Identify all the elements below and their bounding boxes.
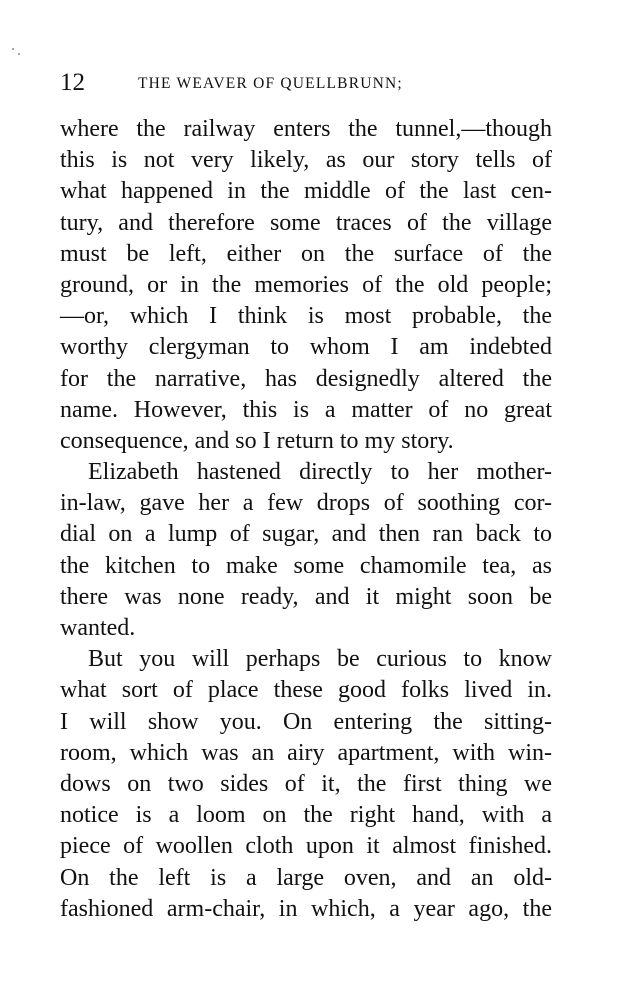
- text-line: there was none ready, and it might soon be: [60, 583, 552, 610]
- page-header: [60, 68, 560, 100]
- page-speck: [18, 53, 20, 55]
- text-line: piece of woollen cloth upon it almost finished.: [60, 833, 552, 860]
- text-line: what happened in the middle of the last cen-: [60, 178, 552, 205]
- text-line: for the narrative, has designedly altered the: [60, 365, 552, 392]
- text-line: where the railway enters the tunnel,—though: [60, 116, 552, 142]
- text-line: what sort of place these good folks lived in.: [60, 677, 552, 704]
- text-line: name. However, this is a matter of no great: [60, 396, 552, 423]
- text-line: On the left is a large oven, and an old-: [60, 864, 552, 891]
- text-line: fashioned arm-chair, in which, a year ago, the: [60, 895, 552, 922]
- text-line: this is not very likely, as our story tells of: [60, 147, 552, 174]
- body-text: [60, 114, 552, 925]
- text-line: dows on two sides of it, the first thing we: [60, 770, 552, 797]
- text-line: But you will perhaps be curious to know: [88, 646, 552, 673]
- text-line: the kitchen to make some chamomile tea, as: [60, 552, 552, 579]
- text-line: in-law, gave her a few drops of soothing cor-: [60, 490, 552, 517]
- text-line: I will show you. On entering the sitting-: [60, 708, 552, 735]
- text-line: wanted.: [60, 615, 136, 641]
- text-line: —or, which I think is most probable, the: [60, 303, 552, 330]
- running-title: THE WEAVER OF QUELLBRUNN;: [138, 75, 403, 92]
- text-line: must be left, either on the surface of the: [60, 240, 552, 267]
- text-line: tury, and therefore some traces of the village: [60, 209, 552, 236]
- text-line: ground, or in the memories of the old people;: [60, 271, 552, 298]
- text-line: Elizabeth hastened directly to her mother-: [88, 459, 552, 486]
- text-line: room, which was an airy apartment, with win-: [60, 739, 552, 766]
- page-speck: [12, 48, 14, 50]
- text-line: dial on a lump of sugar, and then ran back to: [60, 521, 552, 548]
- page-number: 12: [60, 69, 85, 96]
- text-line: notice is a loom on the right hand, with a: [60, 802, 552, 829]
- text-line: worthy clergyman to whom I am indebted: [60, 334, 552, 361]
- text-line: consequence, and so I return to my story.: [60, 427, 454, 454]
